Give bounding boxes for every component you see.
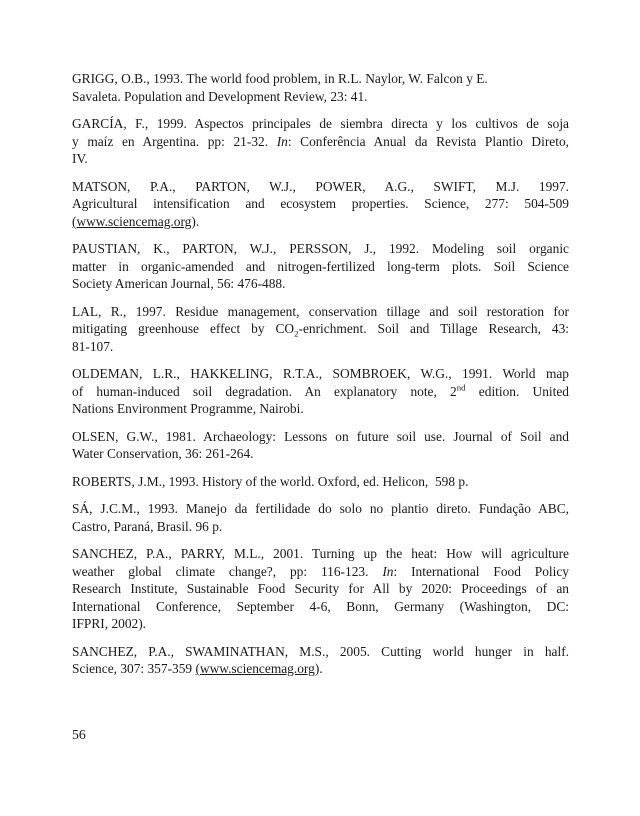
reference-line — [72, 70, 569, 88]
url-link-text: (www.sciencemag.org — [195, 661, 315, 676]
reference-line — [72, 338, 569, 356]
reference-line — [72, 275, 569, 293]
reference-line — [72, 213, 569, 231]
reference-text: Agricultural intensification and ecosystem properties. Science, 277: 504-509 — [72, 196, 569, 211]
reference-text: matter in organic-amended and nitrogen-fertilized long-term plots. Soil Science — [72, 258, 569, 274]
reference-text: SÁ, J.C.M., 1993. Manejo da fertilidade do solo no plantio direto. Fundação ABC, — [72, 501, 569, 516]
reference-line — [72, 445, 569, 463]
reference-entry — [72, 303, 569, 356]
reference-list — [72, 70, 569, 688]
reference-text: IV. — [72, 151, 88, 166]
reference-line — [72, 518, 569, 536]
reference-text: International Conference, September 4-6, Bonn, Germany (Washington, DC: — [72, 598, 569, 614]
reference-line — [72, 240, 569, 258]
reference-text: GARCÍA, F., 1999. Aspectos principales de siembra directa y los cultivos de soja — [72, 116, 569, 131]
reference-line — [72, 178, 569, 196]
reference-text: ROBERTS, J.M., 1993. History of the world. Oxford, ed. Helicon, 598 p. — [72, 473, 469, 489]
reference-text: 2 — [294, 328, 299, 339]
reference-text: of human-induced soil degradation. An explanatory note, 2 — [72, 383, 457, 399]
reference-text: IFPRI, 2002). — [72, 616, 147, 631]
reference-text: SANCHEZ, P.A., PARRY, M.L., 2001. Turning up the heat: How will agriculture — [72, 546, 569, 561]
reference-text: mitigating greenhouse effect by CO — [72, 321, 295, 336]
reference-text: Research Institute, Sustainable Food Security for All by 2020: Proceedings of an — [72, 581, 569, 596]
reference-line — [72, 320, 569, 338]
reference-entry — [72, 70, 569, 105]
reference-text: ). — [314, 661, 323, 676]
reference-entry — [72, 115, 569, 168]
reference-entry — [72, 473, 569, 491]
reference-text: 81-107. — [72, 338, 114, 354]
reference-line — [72, 258, 569, 276]
reference-text: Castro, Paraná, Brasil. 96 p. — [72, 518, 223, 534]
reference-text: : International Food Policy — [393, 563, 570, 579]
reference-line — [72, 643, 569, 661]
reference-line — [72, 400, 569, 418]
reference-line — [72, 660, 569, 678]
reference-entry — [72, 500, 569, 535]
reference-text: In — [382, 563, 394, 579]
reference-line — [72, 500, 569, 518]
reference-entry — [72, 240, 569, 293]
reference-line — [72, 545, 569, 563]
reference-text: GRIGG, O.B., 1993. The world food problem, in R.L. Naylor, W. Falcon y E. — [72, 71, 488, 86]
reference-text: SANCHEZ, P.A., SWAMINATHAN, M.S., 2005. Cutting world hunger in half. — [72, 643, 569, 659]
reference-line — [72, 580, 569, 598]
reference-text: ). — [191, 213, 200, 229]
reference-line — [72, 615, 569, 633]
reference-text: MATSON, P.A., PARTON, W.J., POWER, A.G., SWIFT, M.J. 1997. — [72, 178, 569, 194]
reference-text: LAL, R., 1997. Residue management, conservation tillage and soil restoration for — [72, 303, 569, 319]
reference-line — [72, 473, 569, 491]
reference-line — [72, 88, 569, 106]
reference-text: PAUSTIAN, K., PARTON, W.J., PERSSON, J., 1992. Modeling soil organic — [72, 241, 569, 256]
reference-entry — [72, 365, 569, 418]
reference-line — [72, 133, 569, 151]
reference-line — [72, 303, 569, 321]
reference-entry — [72, 643, 569, 678]
reference-line — [72, 195, 569, 213]
reference-text: Savaleta. Population and Development Review, 23: 41. — [72, 88, 368, 104]
reference-line — [72, 428, 569, 446]
reference-text: : Conferência Anual da Revista Plantio Direto, — [287, 133, 569, 149]
reference-text: edition. United — [465, 383, 569, 399]
reference-text: Society American Journal, 56: 476-488. — [72, 276, 286, 291]
url-link-text: (www.sciencemag.org — [72, 213, 192, 229]
reference-line — [72, 598, 569, 616]
reference-entry — [72, 428, 569, 463]
reference-line — [72, 365, 569, 383]
reference-line — [72, 115, 569, 133]
reference-line — [72, 383, 569, 401]
reference-text: In — [276, 133, 288, 149]
reference-text: Science, 307: 357-359 — [72, 661, 196, 676]
reference-text: -enrichment. Soil and Tillage Research, 43: — [298, 321, 569, 336]
reference-text: y maíz en Argentina. pp: 21-32. — [72, 133, 277, 149]
reference-entry — [72, 178, 569, 231]
reference-text: Nations Environment Programme, Nairobi. — [72, 401, 304, 416]
reference-text: OLSEN, G.W., 1981. Archaeology: Lessons on future soil use. Journal of Soil and — [72, 428, 569, 444]
reference-line — [72, 563, 569, 581]
reference-text: OLDEMAN, L.R., HAKKELING, R.T.A., SOMBROEK, W.G., 1991. World map — [72, 366, 569, 381]
reference-text: Water Conservation, 36: 261-264. — [72, 446, 254, 461]
reference-entry — [72, 545, 569, 633]
page-number: 56 — [72, 727, 86, 742]
reference-line — [72, 150, 569, 168]
reference-text: weather global climate change?, pp: 116-123. — [72, 563, 383, 579]
reference-text: nd — [456, 382, 466, 393]
